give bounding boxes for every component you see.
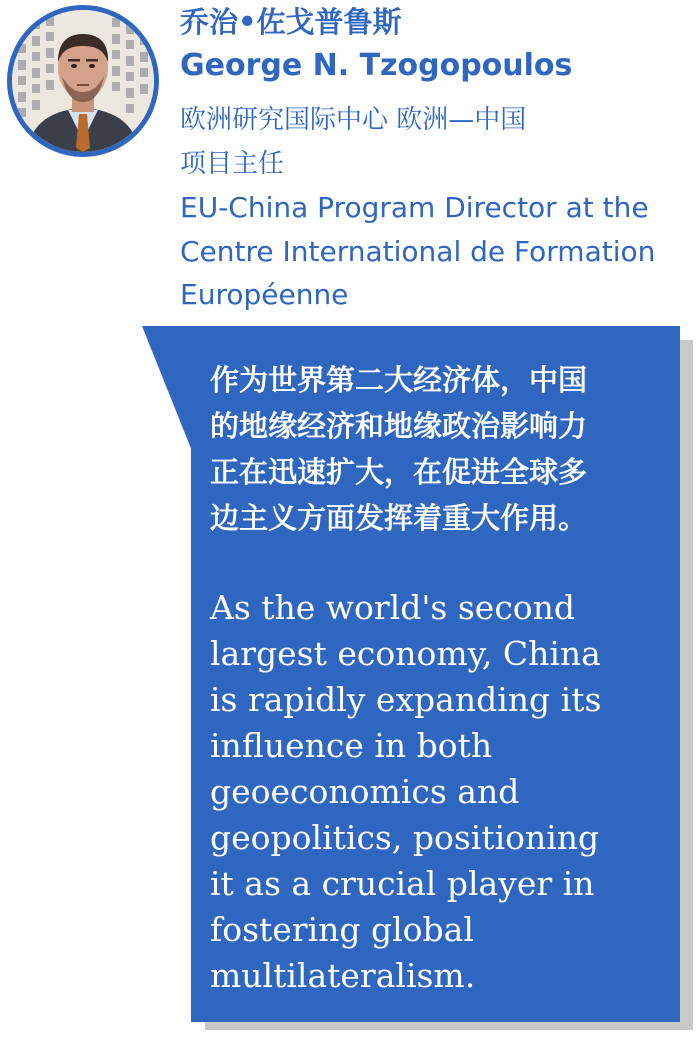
quote-english	[210, 585, 662, 999]
quote-line: it as a crucial player in	[210, 864, 595, 903]
quote-line: geopolitics, positioning	[210, 818, 600, 857]
quote-line: As the world's second	[210, 588, 576, 627]
quote-box	[191, 326, 680, 1022]
quote-line: is rapidly expanding its	[210, 680, 602, 719]
quote-line: 边主义方面发挥着重大作用。	[210, 501, 588, 535]
quote-line: 的地缘经济和地缘政治影响力	[210, 409, 588, 443]
title-line: Européenne	[180, 278, 349, 311]
speaker-name-chinese: 乔治•佐戈普鲁斯	[180, 5, 402, 39]
quote-line: largest economy, China	[210, 634, 601, 673]
quote-line: 正在迅速扩大，在促进全球多	[210, 455, 588, 489]
title-line: EU-China Program Director at the	[180, 191, 649, 224]
title-line: Centre International de Formation	[180, 234, 656, 268]
quote-line: fostering global	[210, 910, 474, 949]
quote-line: influence in both	[210, 726, 493, 765]
avatar	[7, 5, 159, 157]
quote-line: multilateralism.	[210, 956, 476, 995]
quote-line: geoeconomics and	[210, 772, 520, 811]
quote-line: 作为世界第二大经济体，中国	[210, 363, 588, 397]
title-line: 欧洲研究国际中心 欧洲—中国	[180, 105, 527, 135]
portrait-photo-icon	[12, 10, 154, 152]
speaker-title	[180, 99, 700, 317]
quote-chinese	[210, 357, 662, 541]
speaker-name-english: George N. Tzogopoulos	[180, 48, 573, 83]
title-line: 项目主任	[180, 148, 285, 179]
